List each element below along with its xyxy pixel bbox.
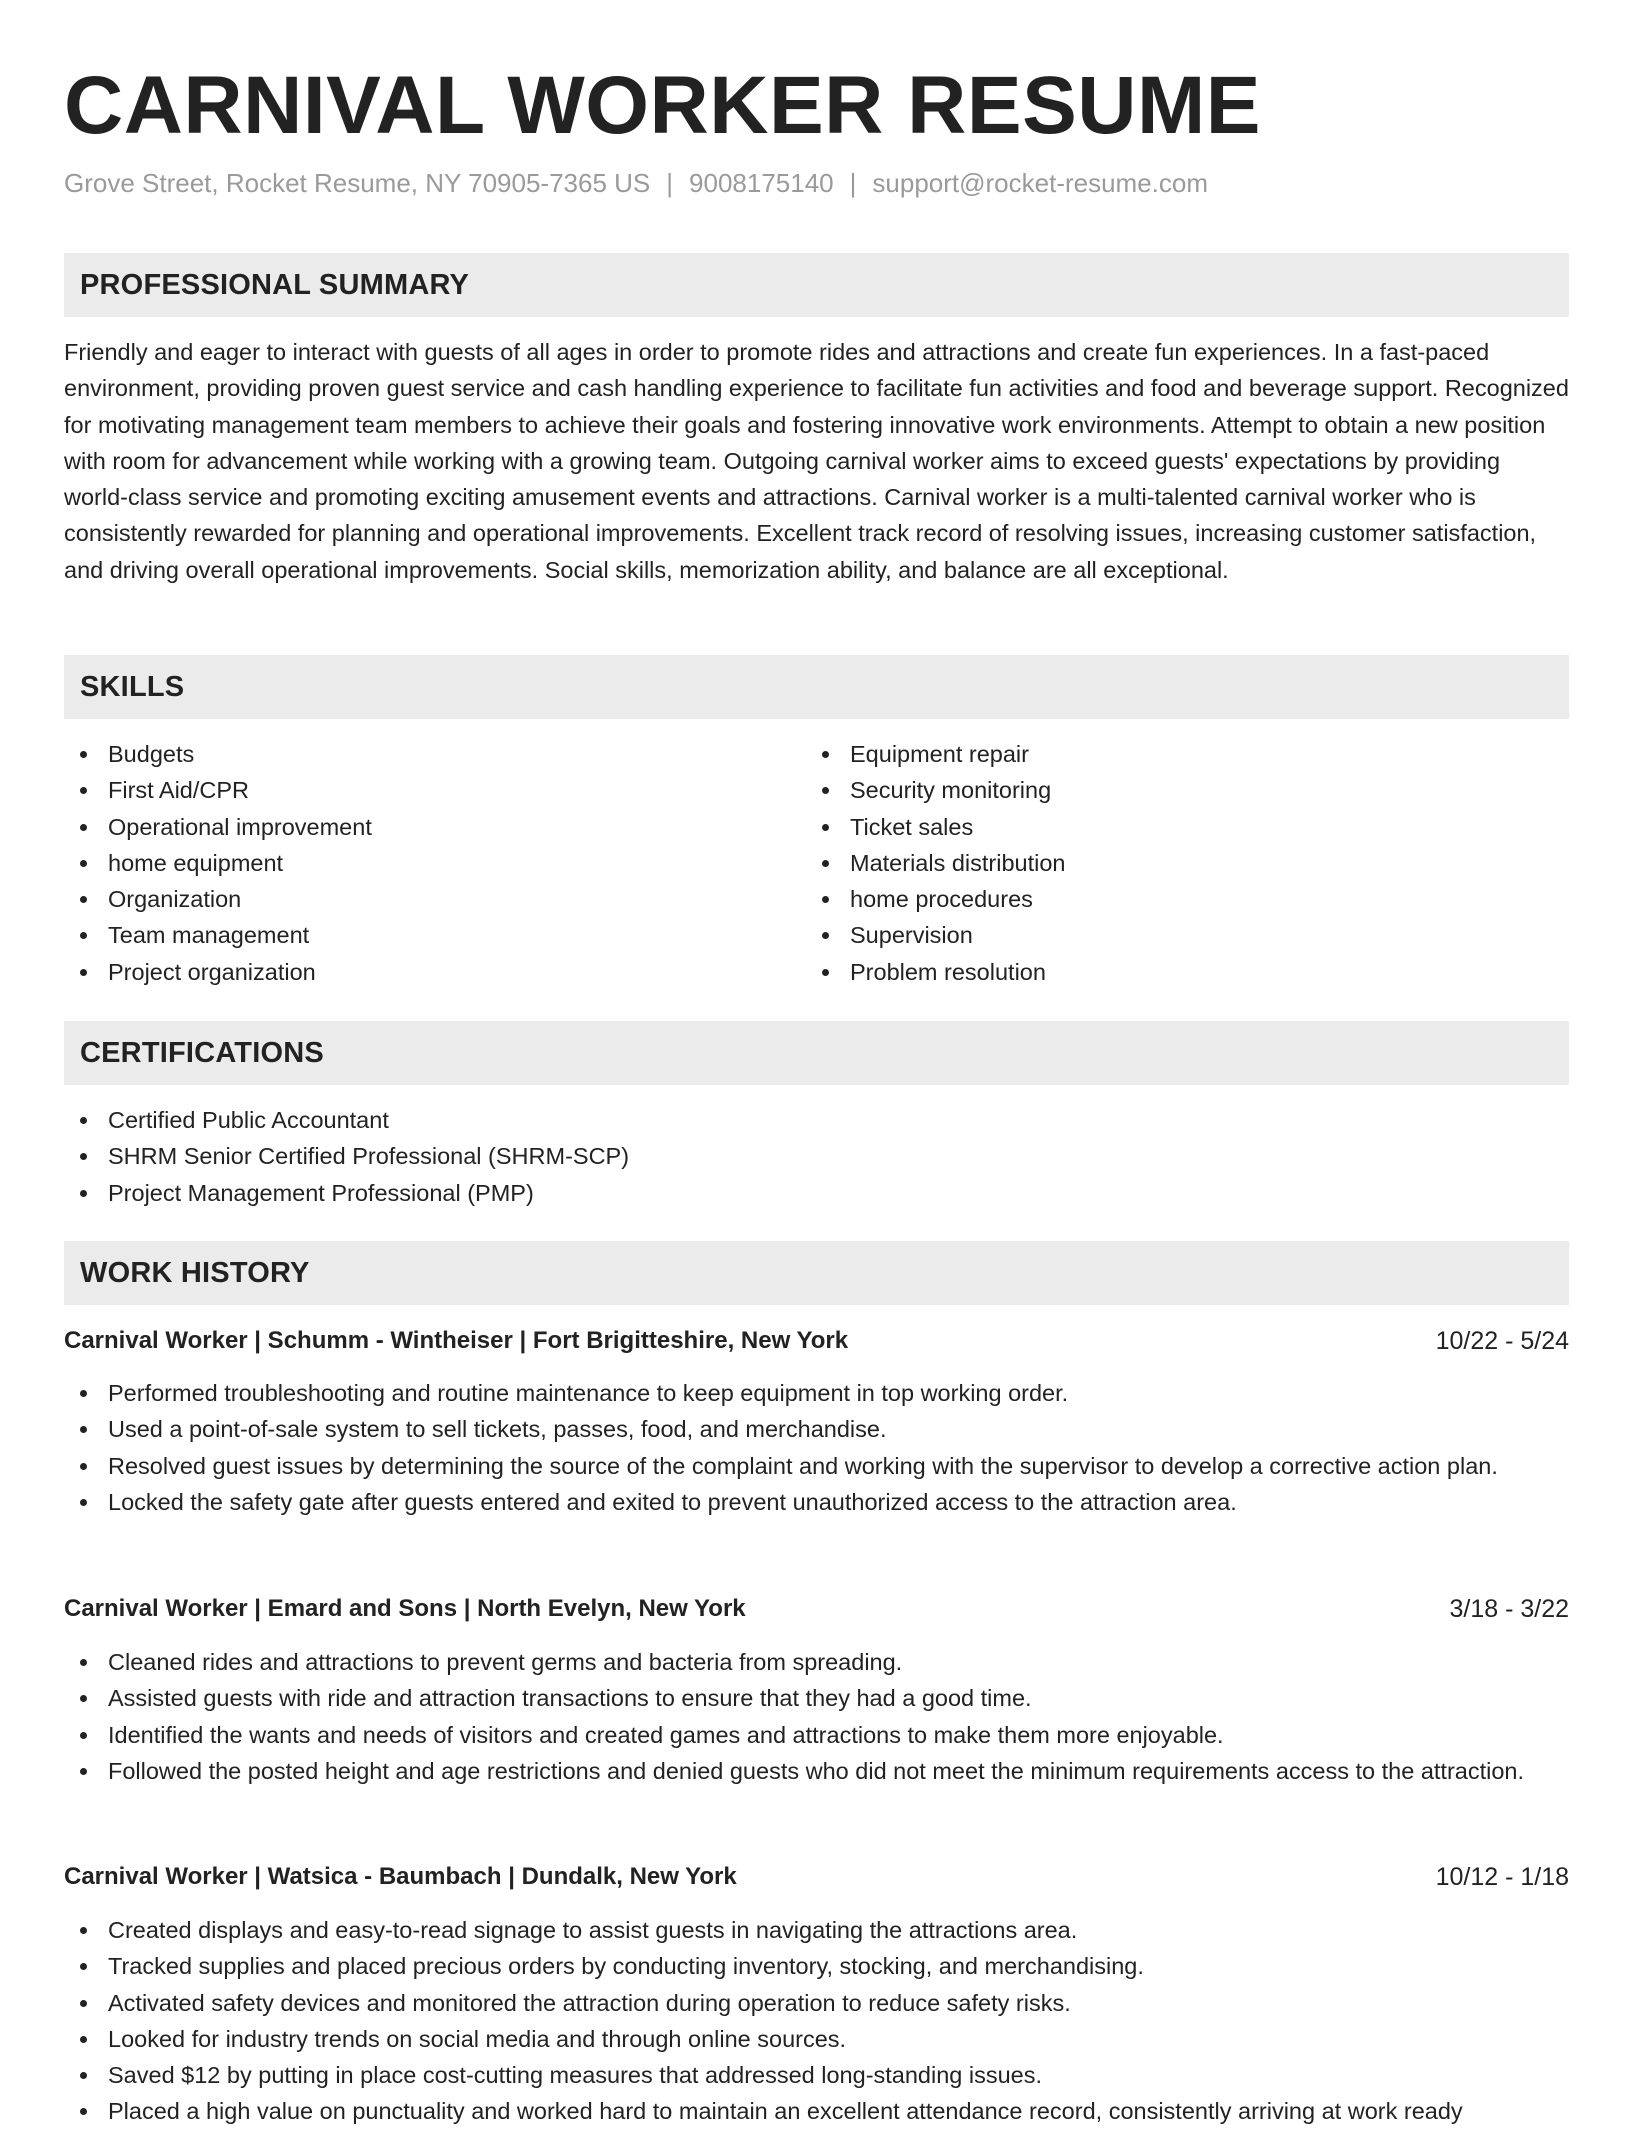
job-bullet: Identified the wants and needs of visitors and created games and attractions to make them more enjoyable. bbox=[64, 1717, 1569, 1753]
skill-item: Budgets bbox=[64, 736, 764, 772]
resume-title: CARNIVAL WORKER RESUME bbox=[64, 60, 1261, 151]
job-title: Carnival Worker | Watsica - Baumbach | Dundalk, New York bbox=[64, 1863, 737, 1890]
job-bullet: Tracked supplies and placed precious orders by conducting inventory, stocking, and merchandising. bbox=[64, 1948, 1569, 1984]
job-bullet: Locked the safety gate after guests entered and exited to prevent unauthorized access to the attraction area. bbox=[64, 1484, 1569, 1520]
job-dates: 10/12 - 1/18 bbox=[1435, 1863, 1569, 1891]
contact-line bbox=[64, 167, 1208, 199]
certifications-list bbox=[64, 1102, 1569, 1211]
section-heading-summary: PROFESSIONAL SUMMARY bbox=[64, 253, 1569, 317]
skill-item: home procedures bbox=[806, 881, 1506, 917]
skills-column-right bbox=[806, 736, 1506, 990]
job-bullets bbox=[64, 1375, 1569, 1520]
skill-item: Supervision bbox=[806, 917, 1506, 953]
contact-phone: 9008175140 bbox=[689, 168, 834, 198]
job-bullet: Created displays and easy-to-read signage to assist guests in navigating the attractions area. bbox=[64, 1912, 1569, 1948]
job-bullet: Looked for industry trends on social media and through online sources. bbox=[64, 2021, 1569, 2057]
job-bullet: Placed a high value on punctuality and worked hard to maintain an excellent attendance record, consistently arriving at work ready bbox=[64, 2093, 1569, 2129]
section-heading-certifications: CERTIFICATIONS bbox=[64, 1021, 1569, 1085]
skill-item: Ticket sales bbox=[806, 809, 1506, 845]
job-bullets bbox=[64, 1644, 1569, 1789]
contact-separator: | bbox=[849, 168, 857, 198]
job-bullet: Used a point-of-sale system to sell tickets, passes, food, and merchandise. bbox=[64, 1411, 1569, 1447]
job-bullet: Activated safety devices and monitored the attraction during operation to reduce safety risks. bbox=[64, 1985, 1569, 2021]
skill-item: home equipment bbox=[64, 845, 764, 881]
job-dates: 3/18 - 3/22 bbox=[1449, 1595, 1569, 1623]
job-header bbox=[64, 1859, 1569, 1895]
skill-item: Team management bbox=[64, 917, 764, 953]
job-header bbox=[64, 1591, 1569, 1627]
certification-item: Project Management Professional (PMP) bbox=[64, 1175, 1569, 1211]
skills-list-left bbox=[64, 736, 764, 990]
job-bullet: Saved $12 by putting in place cost-cutting measures that addressed long-standing issues. bbox=[64, 2057, 1569, 2093]
summary-text: Friendly and eager to interact with guests of all ages in order to promote rides and attractions and create fun experiences. In a fast-paced environment, providing proven guest service and cash handling experience to facilitate fun activities and food and beverage support. Recognized for motivating management team members to achieve their goals and fostering innovative work environments. Attempt to obtain a new position with room for advancement while working with a growing team. Outgoing carnival worker aims to exceed guests' expectations by providing world-class service and promoting exciting amusement events and attractions. Carnival worker is a multi-talented carnival worker who is consistently rewarded for planning and operational improvements. Excellent track record of resolving issues, increasing customer satisfaction, and driving overall operational improvements. Social skills, memorization ability, and balance are all exceptional. bbox=[64, 339, 1569, 583]
skill-item: First Aid/CPR bbox=[64, 772, 764, 808]
job-bullet: Performed troubleshooting and routine maintenance to keep equipment in top working order. bbox=[64, 1375, 1569, 1411]
section-heading-skills: SKILLS bbox=[64, 655, 1569, 719]
skill-item: Operational improvement bbox=[64, 809, 764, 845]
skill-item: Organization bbox=[64, 881, 764, 917]
job-header bbox=[64, 1323, 1569, 1359]
skill-item: Security monitoring bbox=[806, 772, 1506, 808]
skills-column-left bbox=[64, 736, 764, 990]
contact-email: support@rocket-resume.com bbox=[872, 168, 1209, 198]
skill-item: Problem resolution bbox=[806, 954, 1506, 990]
certification-item: Certified Public Accountant bbox=[64, 1102, 1569, 1138]
job-dates: 10/22 - 5/24 bbox=[1435, 1327, 1569, 1355]
job-bullet: Assisted guests with ride and attraction transactions to ensure that they had a good time. bbox=[64, 1680, 1569, 1716]
section-heading-work-history: WORK HISTORY bbox=[64, 1241, 1569, 1305]
job-bullet: Cleaned rides and attractions to prevent germs and bacteria from spreading. bbox=[64, 1644, 1569, 1680]
job-bullets bbox=[64, 1912, 1569, 2130]
job-bullet: Followed the posted height and age restrictions and denied guests who did not meet the minimum requirements access to the attraction. bbox=[64, 1753, 1569, 1789]
skill-item: Equipment repair bbox=[806, 736, 1506, 772]
contact-separator: | bbox=[666, 168, 674, 198]
certification-item: SHRM Senior Certified Professional (SHRM-SCP) bbox=[64, 1138, 1569, 1174]
job-title: Carnival Worker | Schumm - Wintheiser | Fort Brigitteshire, New York bbox=[64, 1327, 849, 1354]
contact-address: Grove Street, Rocket Resume, NY 70905-7365 US bbox=[64, 168, 651, 198]
skills-list-right bbox=[806, 736, 1506, 990]
job-bullet: Resolved guest issues by determining the source of the complaint and working with the supervisor to develop a corrective action plan. bbox=[64, 1448, 1569, 1484]
skill-item: Project organization bbox=[64, 954, 764, 990]
skill-item: Materials distribution bbox=[806, 845, 1506, 881]
job-title: Carnival Worker | Emard and Sons | North Evelyn, New York bbox=[64, 1595, 746, 1622]
